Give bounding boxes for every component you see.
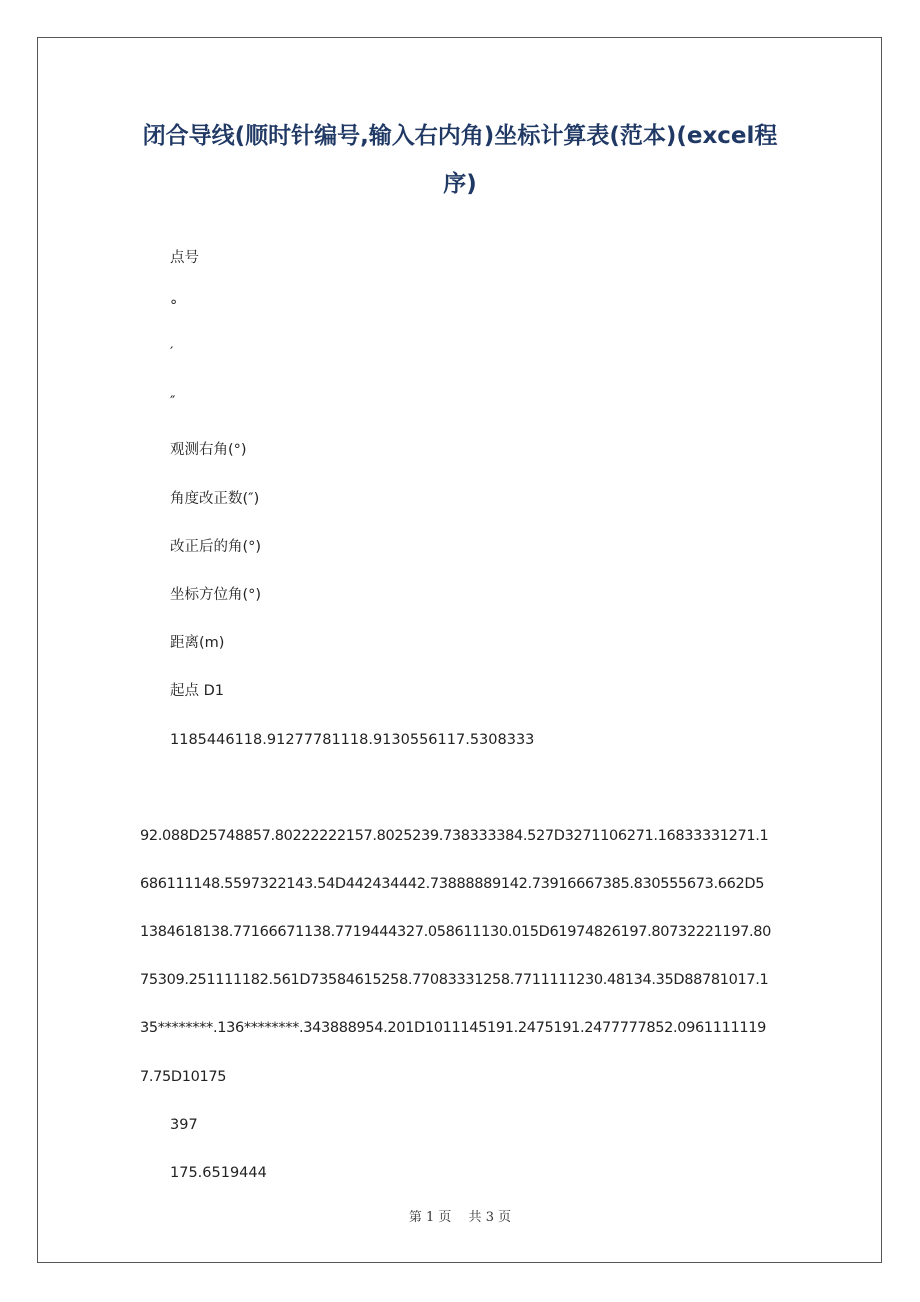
paragraph-value-397: 397 xyxy=(170,1117,198,1133)
document-title: 闭合导线(顺时针编号,输入右内角)坐标计算表(范本)(excel程序) xyxy=(142,123,778,197)
data-line: 35********.136********.343888954.201D1011145191.2475191.2477777852.0961111119 xyxy=(140,1020,767,1036)
paragraph-observed-right-angle: 观测右角(°) xyxy=(170,442,247,458)
paragraph-corrected-angle: 改正后的角(°) xyxy=(170,539,262,555)
page-number-footer: 第 1 页 共 3 页 xyxy=(408,1210,512,1225)
data-line: 7.75D10175 xyxy=(140,1069,227,1085)
paragraph-point-number: 点号 xyxy=(170,250,199,266)
paragraph-degree-symbol: ° xyxy=(170,298,178,314)
paragraph-angle-correction: 角度改正数(″) xyxy=(170,491,260,507)
paragraph-azimuth: 坐标方位角(°) xyxy=(170,587,262,603)
data-line: 92.088D25748857.80222222157.8025239.738333384.527D3271106271.16833331271.1 xyxy=(140,828,769,844)
data-line: 1384618138.77166671138.7719444327.058611130.015D61974826197.80732221197.80 xyxy=(140,924,772,940)
data-line: 75309.251111182.561D73584615258.77083331258.7711111230.48134.35D88781017.1 xyxy=(140,972,769,988)
paragraph-second-symbol: ″ xyxy=(170,394,176,410)
paragraph-minute-symbol: ′ xyxy=(170,345,174,361)
paragraph-start-point: 起点 D1 xyxy=(170,683,224,699)
paragraph-distance: 距离(m) xyxy=(170,635,225,651)
data-line: 686111148.5597322143.54D442434442.73888889142.73916667385.830555673.662D5 xyxy=(140,876,765,892)
paragraph-data-row-1: 1185446118.91277781118.9130556117.5308333 xyxy=(170,732,535,748)
paragraph-value-175: 175.6519444 xyxy=(170,1165,267,1181)
